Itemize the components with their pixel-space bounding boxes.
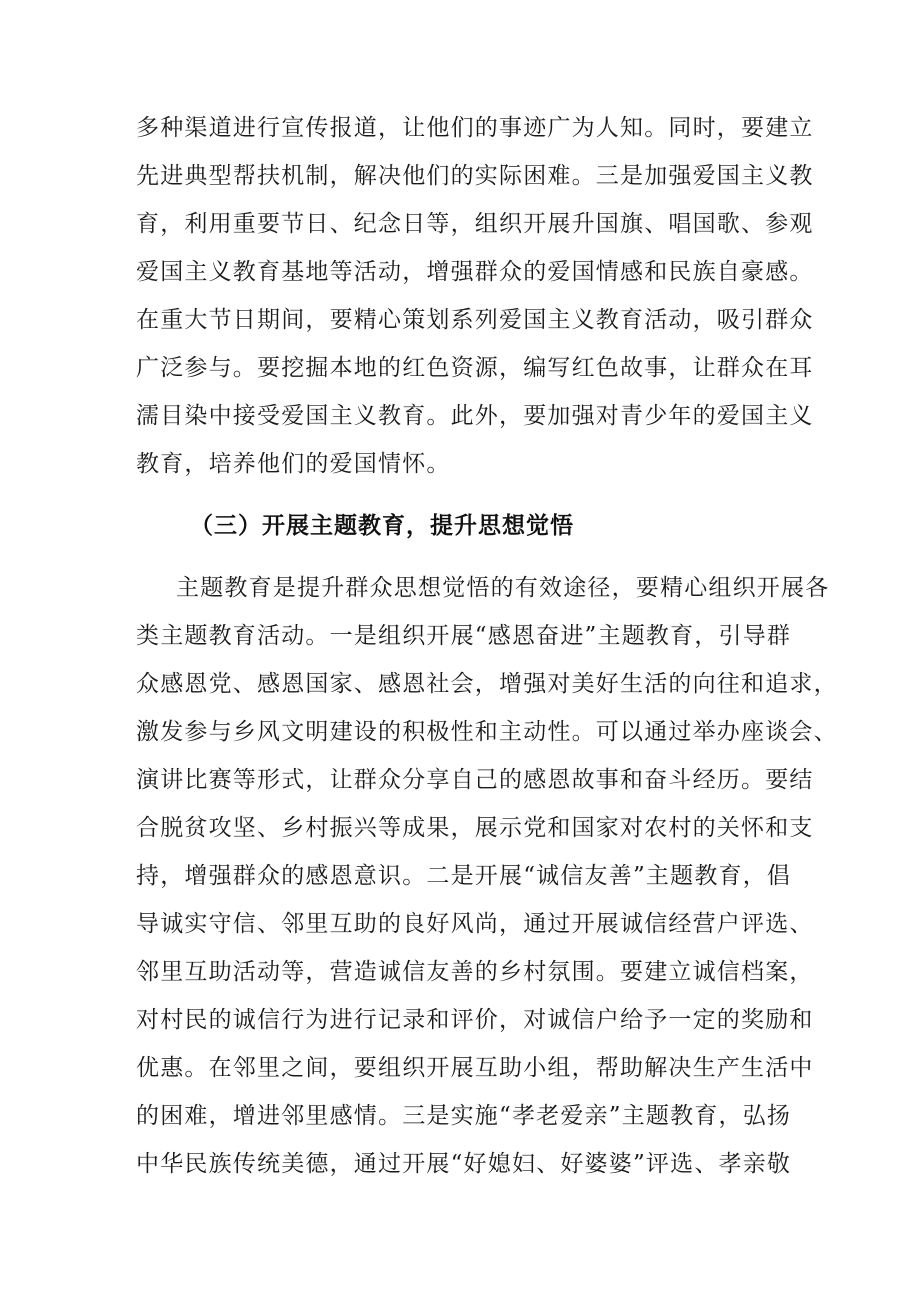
text-line: 中华民族传统美德，通过开展“好媳妇、好婆婆”评选、孝亲敬	[136, 1151, 792, 1177]
text-line: 优惠。在邻里之间，要组织开展互助小组，帮助解决生产生活中	[136, 1055, 814, 1081]
text-line: 演讲比赛等形式，让群众分享自己的感恩故事和奋斗经历。要结	[136, 767, 814, 793]
text-line: 的困难，增进邻里感情。三是实施“孝老爱亲”主题教育，弘扬	[136, 1103, 792, 1129]
text-line: 合脱贫攻坚、乡村振兴等成果，展示党和国家对农村的关怀和支	[136, 815, 814, 841]
text-line: 先进典型帮扶机制，解决他们的实际困难。三是加强爱国主义教	[136, 163, 814, 189]
text-line: 类主题教育活动。一是组织开展“感恩奋进”主题教育，引导群	[136, 623, 792, 649]
text-line: 主题教育是提升群众思想觉悟的有效途径，要精心组织开展各	[176, 575, 830, 601]
text-line: 持，增强群众的感恩意识。二是开展“诚信友善”主题教育，倡	[136, 863, 792, 889]
text-line: 育，利用重要节日、纪念日等，组织开展升国旗、唱国歌、参观	[136, 211, 814, 237]
text-line: 教育，培养他们的爱国情怀。	[136, 451, 451, 477]
text-line: 激发参与乡风文明建设的积极性和主动性。可以通过举办座谈会、	[136, 719, 838, 745]
text-line: 导诚实守信、邻里互助的良好风尚，通过开展诚信经营户评选、	[136, 911, 814, 937]
text-line: 爱国主义教育基地等活动，增强群众的爱国情感和民族自豪感。	[136, 259, 814, 285]
text-line: 在重大节日期间，要精心策划系列爱国主义教育活动，吸引群众	[136, 307, 814, 333]
text-line: 多种渠道进行宣传报道，让他们的事迹广为人知。同时，要建立	[136, 115, 814, 141]
section-heading: （三）开展主题教育，提升思想觉悟	[190, 513, 574, 539]
text-line: 众感恩党、感恩国家、感恩社会，增强对美好生活的向往和追求，	[136, 671, 838, 697]
text-line: 邻里互助活动等，营造诚信友善的乡村氛围。要建立诚信档案，	[136, 959, 814, 985]
text-line: 对村民的诚信行为进行记录和评价，对诚信户给予一定的奖励和	[136, 1007, 814, 1033]
text-line: 广泛参与。要挖掘本地的红色资源，编写红色故事，让群众在耳	[136, 355, 814, 381]
text-line: 濡目染中接受爱国主义教育。此外，要加强对青少年的爱国主义	[136, 403, 814, 429]
